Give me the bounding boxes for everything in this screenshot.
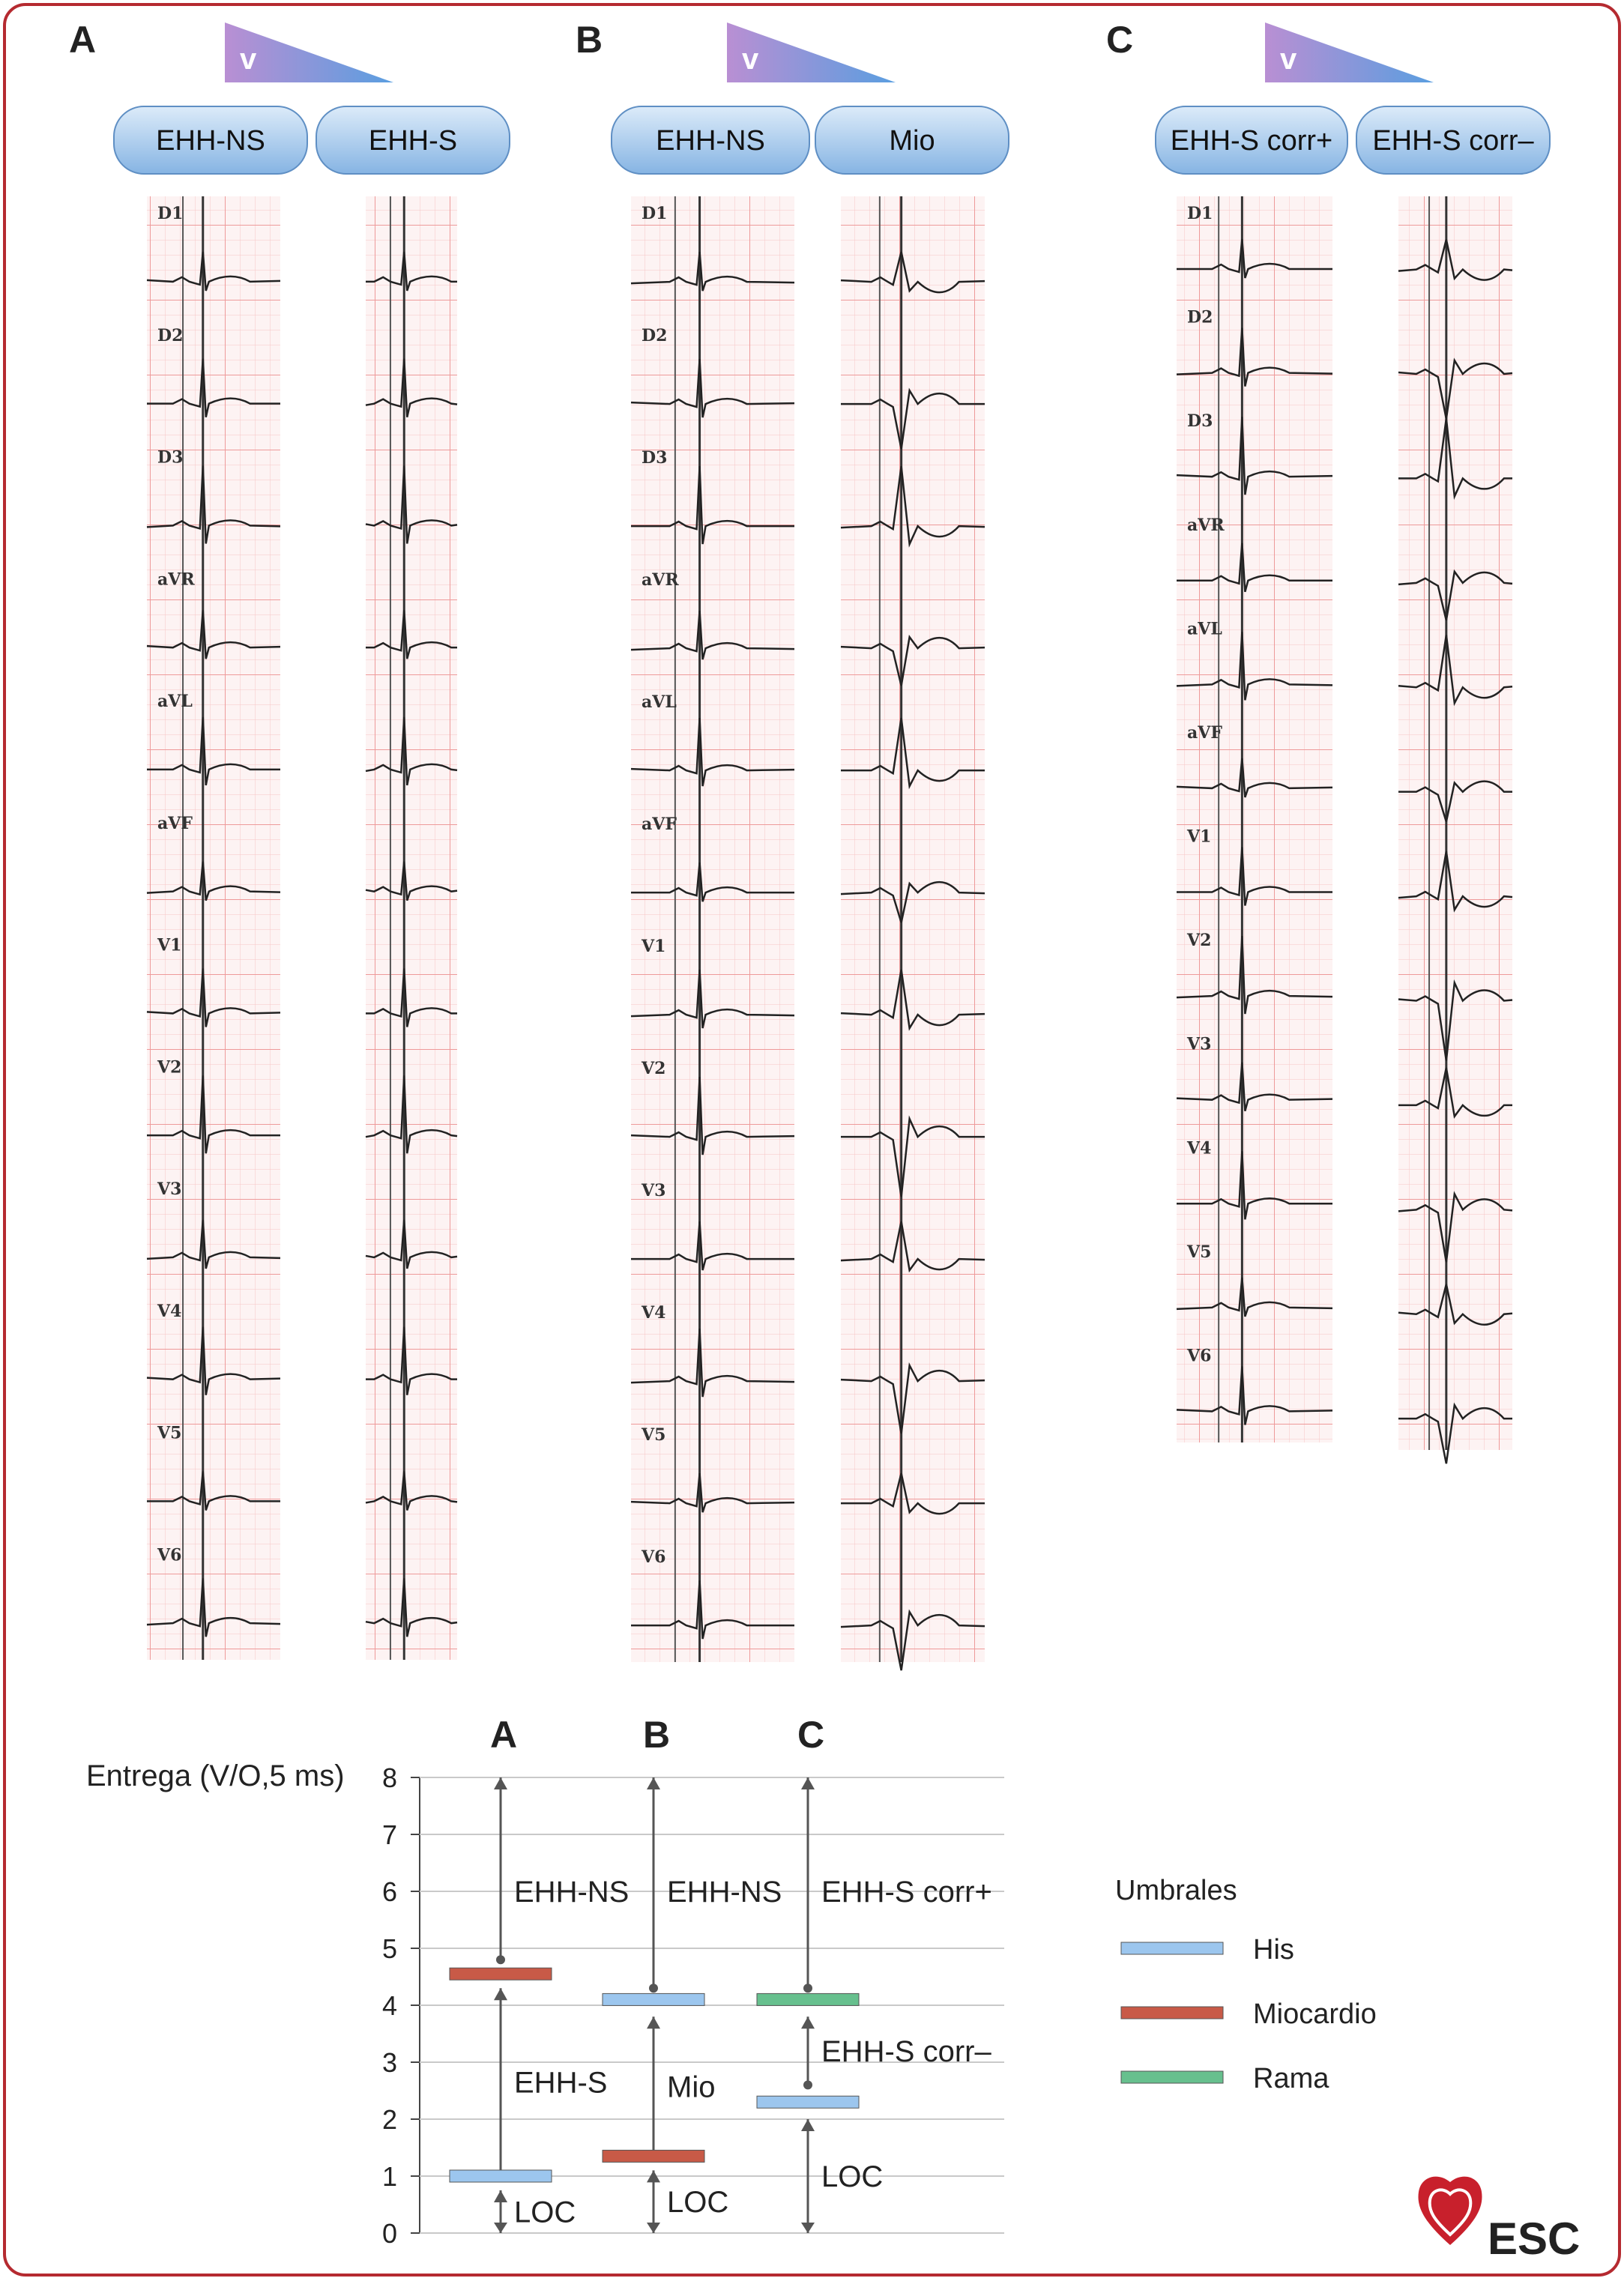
y-tick-label: 4 xyxy=(381,1990,397,2021)
svg-text:EHH-NS: EHH-NS xyxy=(156,125,265,157)
pacing-label-pill xyxy=(612,106,809,174)
amplitude-decrease-triangle-icon xyxy=(727,22,896,82)
range-label: LOC xyxy=(514,2196,576,2229)
lead-label: D3 xyxy=(157,447,184,468)
lead-label: D3 xyxy=(642,448,668,468)
triangle-v-label: v xyxy=(1280,43,1297,76)
lead-label: V3 xyxy=(157,1179,182,1199)
lead-label: aVL xyxy=(1187,619,1222,639)
lead-label: V5 xyxy=(157,1423,182,1443)
lead-label: V2 xyxy=(642,1059,666,1078)
lead-label: V4 xyxy=(1187,1138,1212,1158)
y-tick-label: 0 xyxy=(381,2218,397,2249)
lead-label: D3 xyxy=(1187,411,1213,432)
panel-letter-b: B xyxy=(576,19,603,61)
lead-label: V2 xyxy=(157,1057,182,1078)
y-axis-label: Entrega (V/O,5 ms) xyxy=(86,1759,345,1792)
legend-item-his: His xyxy=(1253,1934,1294,1966)
column-header-a: A xyxy=(489,1714,518,1756)
lead-label: D1 xyxy=(1187,204,1213,223)
range-label: Mio xyxy=(667,2070,716,2104)
column-header-c: C xyxy=(797,1714,825,1756)
legend xyxy=(1115,1875,1377,2094)
lead-label: V1 xyxy=(642,937,666,956)
legend-swatch xyxy=(1121,1942,1223,1954)
triangle-v-label: v xyxy=(240,43,257,76)
legend-item-miocardio: Miocardio xyxy=(1253,1999,1377,2030)
threshold-bar-his xyxy=(757,2096,859,2108)
range-label: EHH-NS xyxy=(514,1876,630,1909)
ecg-strip xyxy=(147,196,280,1660)
lead-label: V6 xyxy=(1187,1346,1212,1366)
range-arrow xyxy=(647,2170,728,2233)
esc-logo-text: ESC xyxy=(1488,2214,1581,2264)
ecg-strip xyxy=(631,196,794,1662)
lead-label: V1 xyxy=(1187,827,1212,847)
legend-swatch xyxy=(1121,2007,1223,2019)
range-label: LOC xyxy=(667,2186,729,2220)
pacing-label-pill xyxy=(114,106,307,174)
y-tick-label: 6 xyxy=(381,1876,397,1907)
lead-label: V1 xyxy=(157,935,182,955)
range-arrow xyxy=(801,2016,991,2089)
panel-letter-c: C xyxy=(1106,19,1134,61)
svg-text:EHH-S corr–: EHH-S corr– xyxy=(1372,125,1534,157)
lead-label: V3 xyxy=(642,1181,666,1200)
legend-swatch xyxy=(1121,2071,1223,2083)
range-arrow xyxy=(494,1988,607,2181)
threshold-bar-his xyxy=(450,2170,552,2182)
lead-label: V5 xyxy=(642,1425,666,1445)
svg-text:Mio: Mio xyxy=(889,125,935,157)
lead-label: D2 xyxy=(157,325,184,345)
lead-label: aVF xyxy=(157,813,193,833)
lead-label: aVL xyxy=(642,692,677,712)
range-label: EHH-S xyxy=(514,2066,608,2100)
lead-label: V6 xyxy=(157,1545,182,1565)
y-tick-label: 3 xyxy=(381,2047,397,2078)
y-tick-label: 1 xyxy=(381,2161,397,2192)
pacing-label-pill xyxy=(316,106,510,174)
ecg-strip xyxy=(366,196,457,1660)
lead-label: D1 xyxy=(642,204,668,223)
amplitude-decrease-triangle-icon xyxy=(225,22,393,82)
lead-label: V4 xyxy=(642,1303,666,1323)
panel-letter-a: A xyxy=(69,19,97,61)
lead-label: D2 xyxy=(642,326,668,345)
range-arrow xyxy=(494,2190,576,2233)
y-tick-label: 2 xyxy=(381,2104,397,2135)
lead-label: V4 xyxy=(157,1301,182,1321)
lead-label: aVR xyxy=(1187,515,1225,535)
svg-text:EHH-NS: EHH-NS xyxy=(656,125,765,157)
esc-logo xyxy=(1418,2177,1580,2264)
range-label: EHH-NS xyxy=(667,1876,782,1909)
amplitude-decrease-triangle-icon xyxy=(1265,22,1434,82)
y-tick-label: 7 xyxy=(381,1819,397,1850)
ecg-strips xyxy=(147,196,1512,1670)
ecg-strip xyxy=(1177,196,1332,1442)
lead-label: aVR xyxy=(157,570,195,590)
svg-text:EHH-S corr+: EHH-S corr+ xyxy=(1170,125,1333,157)
lead-label: aVF xyxy=(642,815,677,834)
panel-headers xyxy=(69,19,1550,174)
lead-label: V6 xyxy=(642,1547,666,1567)
ecg-strip xyxy=(1398,196,1512,1463)
svg-text:EHH-S: EHH-S xyxy=(368,125,458,157)
threshold-diagram xyxy=(86,1714,1377,2249)
threshold-bar-miocardio xyxy=(450,1968,552,1980)
threshold-bar-miocardio xyxy=(603,2150,704,2162)
lead-label: V5 xyxy=(1187,1242,1212,1262)
range-label: LOC xyxy=(821,2160,884,2193)
y-tick-label: 8 xyxy=(381,1762,397,1793)
threshold-bar-his xyxy=(603,1993,704,2005)
range-arrow xyxy=(494,1777,629,1964)
ecg-strip xyxy=(841,196,985,1670)
lead-label: aVR xyxy=(642,570,679,590)
threshold-bar-rama xyxy=(757,1993,859,2005)
lead-label: aVL xyxy=(157,692,193,711)
range-arrow xyxy=(647,1777,782,1993)
lead-label: V3 xyxy=(1187,1034,1212,1054)
y-tick-label: 5 xyxy=(381,1933,397,1964)
lead-label: D2 xyxy=(1187,307,1213,327)
lead-label: aVF xyxy=(1187,722,1222,743)
column-headers xyxy=(490,1714,824,1756)
pacing-label-pill xyxy=(1156,106,1347,174)
pacing-label-pill xyxy=(1356,106,1550,174)
range-arrow xyxy=(647,2016,715,2160)
column-header-b: B xyxy=(642,1714,671,1756)
range-label: EHH-S corr+ xyxy=(821,1876,992,1909)
lead-label: D1 xyxy=(157,204,184,223)
lead-label: V2 xyxy=(1187,931,1212,951)
range-arrow xyxy=(801,1777,992,1993)
legend-title: Umbrales xyxy=(1115,1875,1237,1906)
range-label: EHH-S corr– xyxy=(821,2034,991,2068)
pacing-label-pill xyxy=(815,106,1009,174)
legend-item-rama: Rama xyxy=(1253,2063,1329,2094)
triangle-v-label: v xyxy=(742,43,759,76)
